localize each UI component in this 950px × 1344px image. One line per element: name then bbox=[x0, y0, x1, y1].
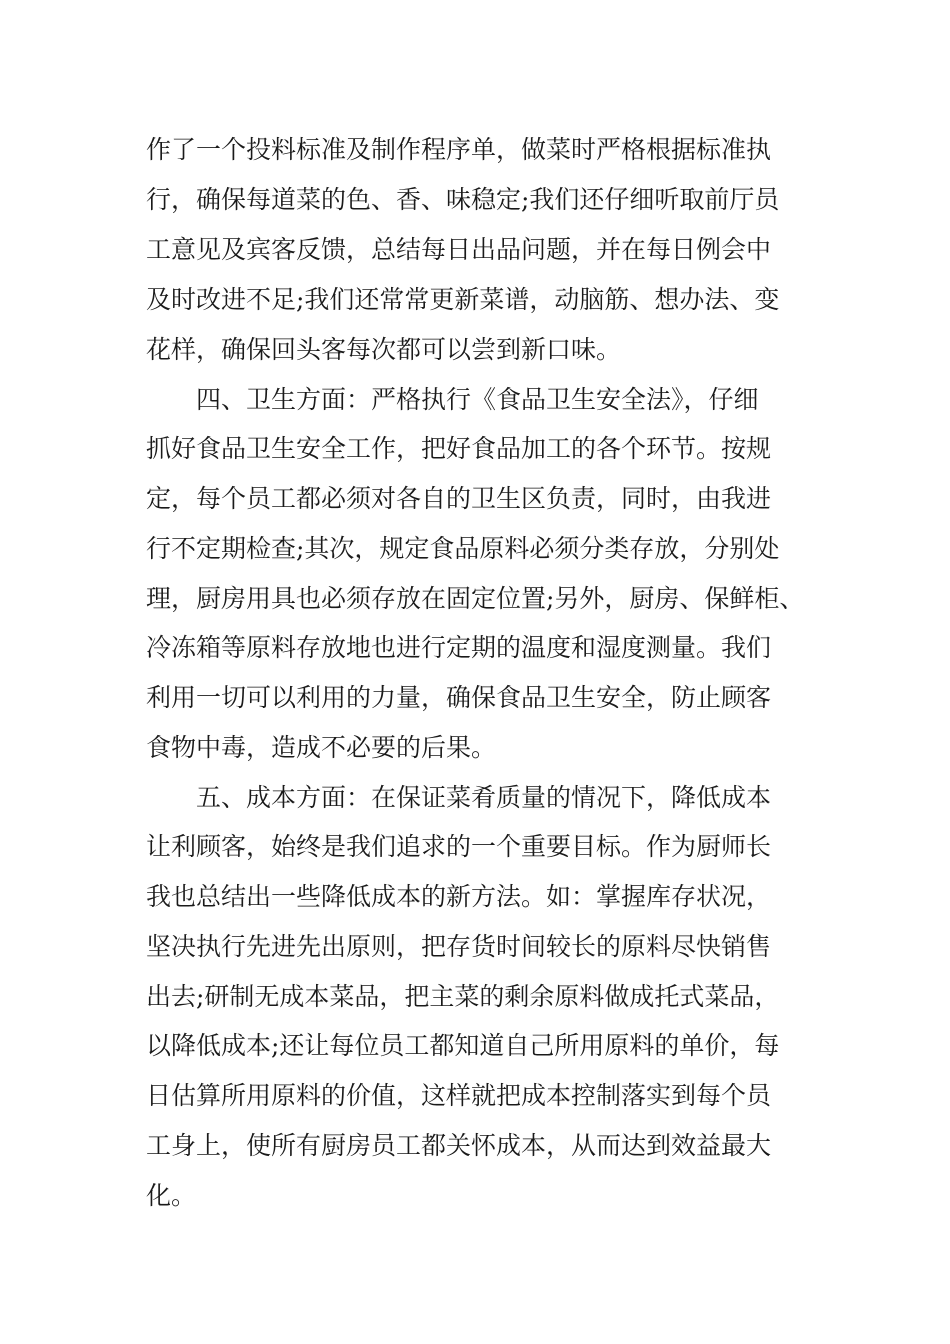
text-line: 定，每个员工都必须对各自的卫生区负责，同时，由我进 bbox=[146, 484, 772, 513]
text-line: 行不定期检查;其次，规定食品原料必须分类存放，分别处 bbox=[146, 534, 780, 563]
text-line: 工身上，使所有厨房员工都关怀成本，从而达到效益最大 bbox=[146, 1131, 772, 1160]
text-line: 食物中毒，造成不必要的后果。 bbox=[146, 733, 497, 762]
text-line: 化。 bbox=[146, 1181, 197, 1210]
text-line: 出去;研制无成本菜品，把主菜的剩余原料做成托式菜品， bbox=[146, 982, 780, 1011]
text-line: 五、成本方面：在保证菜肴质量的情况下，降低成本 bbox=[196, 783, 772, 812]
text-line: 日估算所用原料的价值，这样就把成本控制落实到每个员 bbox=[146, 1081, 772, 1110]
text-line: 花样，确保回头客每次都可以尝到新口味。 bbox=[146, 335, 622, 364]
text-line: 作了一个投料标准及制作程序单，做菜时严格根据标准执 bbox=[146, 135, 772, 164]
text-line: 我也总结出一些降低成本的新方法。如：掌握库存状况， bbox=[146, 882, 772, 911]
text-line: 工意见及宾客反馈，总结每日出品问题，并在每日例会中 bbox=[146, 235, 772, 264]
text-line: 坚决执行先进先出原则，把存货时间较长的原料尽快销售 bbox=[146, 932, 772, 961]
text-line: 理，厨房用具也必须存放在固定位置;另外，厨房、保鲜柜、 bbox=[146, 584, 805, 613]
text-line: 让利顾客，始终是我们追求的一个重要目标。作为厨师长 bbox=[146, 832, 772, 861]
text-line: 行，确保每道菜的色、香、味稳定;我们还仔细听取前厅员 bbox=[146, 185, 780, 214]
text-line: 及时改进不足;我们还常常更新菜谱，动脑筋、想办法、变 bbox=[146, 285, 780, 314]
text-line: 抓好食品卫生安全工作，把好食品加工的各个环节。按规 bbox=[146, 434, 772, 463]
text-line: 四、卫生方面：严格执行《食品卫生安全法》，仔细 bbox=[196, 385, 759, 414]
text-line: 利用一切可以利用的力量，确保食品卫生安全，防止顾客 bbox=[146, 683, 772, 712]
text-line: 以降低成本;还让每位员工都知道自己所用原料的单价，每 bbox=[146, 1031, 780, 1060]
text-line: 冷冻箱等原料存放地也进行定期的温度和湿度测量。我们 bbox=[146, 633, 772, 662]
